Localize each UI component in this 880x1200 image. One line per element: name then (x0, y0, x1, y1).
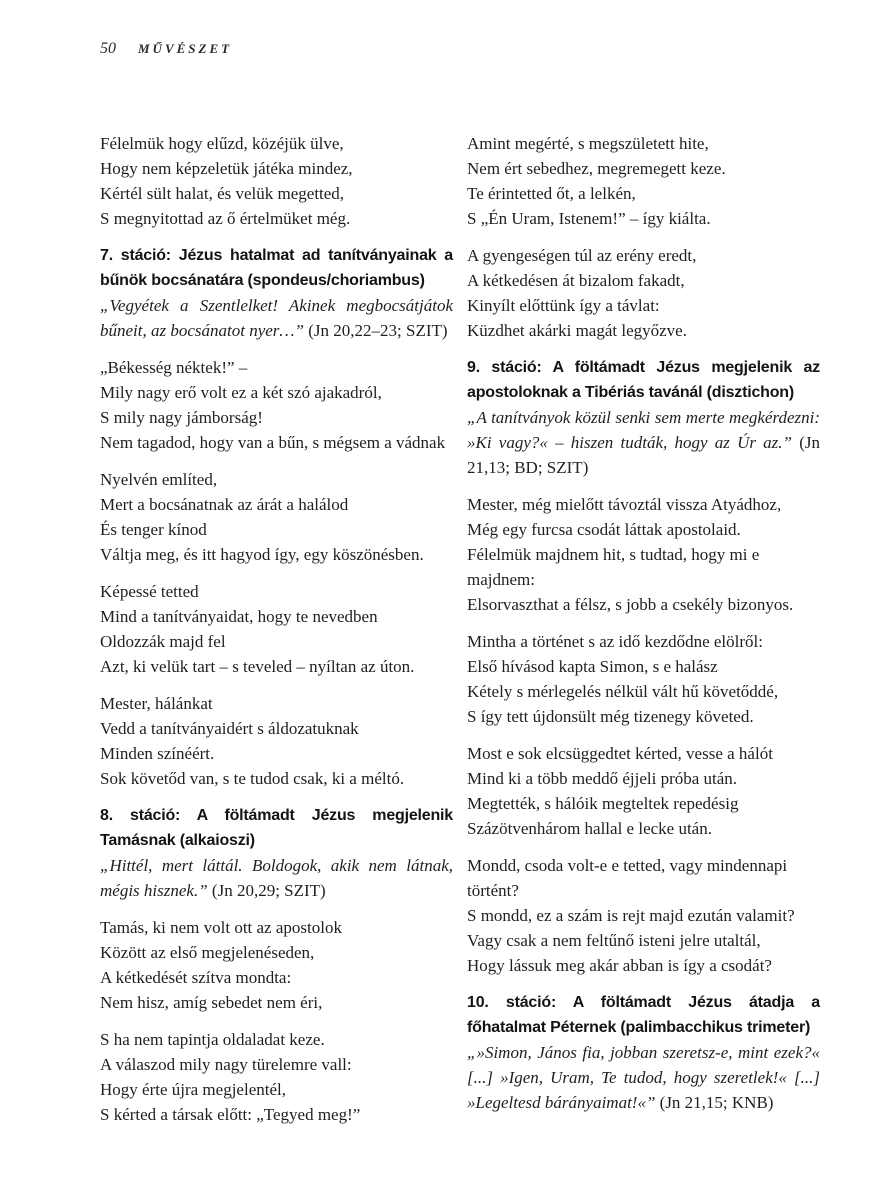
poem-line: Nem tagadod, hogy van a bűn, s mégsem a vádnak (100, 433, 446, 452)
poem-line: Mert a bocsánatnak az árát a halálod (100, 495, 349, 514)
poem-stanza (467, 131, 820, 231)
poem-line: Oldozzák majd fel (100, 632, 226, 651)
poem-stanza (100, 579, 453, 679)
poem-line: Hogy érte újra megjelentél, (100, 1080, 286, 1099)
poem-stanza (467, 741, 820, 841)
scripture-quote (100, 853, 453, 903)
poem-stanza (100, 467, 453, 567)
section-title: MŰVÉSZET (138, 41, 233, 56)
poem-line: Nyelvén említed, (100, 470, 218, 489)
poem-line: Mily nagy erő volt ez a két szó ajakadról, (100, 383, 382, 402)
left-column (100, 131, 453, 1139)
quote-text: „Vegyétek a Szentlelket! Akinek megbocsátjátok bűneit, az bocsánatot nyer…” (100, 296, 453, 340)
quote-text: „Hittél, mert láttál. Boldogok, akik nem látnak, mégis hisznek.” (100, 856, 453, 900)
poem-line: Még egy furcsa csodát láttak apostolaid. (467, 520, 741, 539)
poem-stanza (100, 1027, 453, 1127)
poem-line: Küzdhet akárki magát legyőzve. (467, 321, 687, 340)
scripture-reference: (Jn 20,22–23; SZIT) (308, 321, 448, 340)
poem-line: Kétely s mérlegelés nélkül vált hű követőddé, (467, 682, 779, 701)
poem-line: Képessé tetted (100, 582, 199, 601)
poem-line: Te érintetted őt, a lelkén, (467, 184, 636, 203)
poem-line: Mind ki a több meddő éjjeli próba után. (467, 769, 738, 788)
poem-line: S megnyitottad az ő értelmüket még. (100, 209, 351, 228)
scripture-reference: (Jn 21,15; KNB) (659, 1093, 774, 1112)
poem-stanza (100, 355, 453, 455)
poem-line: Sok követőd van, s te tudod csak, ki a méltó. (100, 769, 405, 788)
poem-stanza (467, 243, 820, 343)
poem-line: Százötvenhárom hallal e lecke után. (467, 819, 712, 838)
quote-text: „»Simon, János fia, jobban szeretsz-e, mint ezek?« [...] »Igen, Uram, Te tudod, hogy szeretlek!« [...] »Legeltesd bárányaimat!«” (467, 1043, 820, 1112)
station-heading: 9. stáció: A föltámadt Jézus megjelenik az apostoloknak a Tibériás tavánál (disztichon) (467, 359, 820, 401)
quote-text: „A tanítványok közül senki sem merte megkérdezni: »Ki vagy?« – hiszen tudták, hogy az Úr az.” (467, 408, 820, 452)
poem-line: Félelmük majdnem hit, s tudtad, hogy mi e majdnem: (467, 545, 760, 589)
poem-line: Most e sok elcsüggedtet kérted, vesse a hálót (467, 744, 773, 763)
poem-line: A válaszod mily nagy türelemre vall: (100, 1055, 352, 1074)
station-heading: 7. stáció: Jézus hatalmat ad tanítványainak a bűnök bocsánatára (spondeus/choriambus) (100, 247, 453, 289)
scripture-quote (467, 405, 820, 480)
poem-line: S így tett újdonsült még tizenegy követed. (467, 707, 754, 726)
scripture-reference: (Jn 21,13; BD; SZIT) (467, 433, 820, 477)
poem-stanza (100, 691, 453, 791)
poem-line: „Békesség néktek!” – (100, 358, 248, 377)
poem-line: Mester, hálánkat (100, 694, 213, 713)
poem-line: Hogy nem képzeletük játéka mindez, (100, 159, 353, 178)
poem-line: Kértél sült halat, és velük megetted, (100, 184, 345, 203)
poem-stanza (100, 915, 453, 1015)
poem-line: S kérted a társak előtt: „Tegyed meg!” (100, 1105, 361, 1124)
poem-stanza (467, 629, 820, 729)
poem-line: Azt, ki velük tart – s teveled – nyíltan az úton. (100, 657, 415, 676)
poem-line: Első hívásod kapta Simon, s e halász (467, 657, 718, 676)
poem-line: Mondd, csoda volt-e e tetted, vagy mindennapi történt? (467, 856, 788, 900)
poem-line: S „Én Uram, Istenem!” – így kiálta. (467, 209, 711, 228)
poem-line: Mind a tanítványaidat, hogy te nevedben (100, 607, 378, 626)
poem-line: Mintha a történet s az idő kezdődne elölről: (467, 632, 763, 651)
scripture-quote (467, 1040, 820, 1115)
poem-line: S ha nem tapintja oldaladat keze. (100, 1030, 325, 1049)
poem-line: S mondd, ez a szám is rejt majd ezután valamit? (467, 906, 795, 925)
poem-line: Mester, még mielőtt távoztál vissza Atyádhoz, (467, 495, 782, 514)
poem-stanza (467, 492, 820, 617)
poem-line: A kétkedésen át bizalom fakadt, (467, 271, 685, 290)
poem-line: Félelmük hogy elűzd, közéjük ülve, (100, 134, 344, 153)
poem-line: Minden színéért. (100, 744, 215, 763)
poem-line: Hogy lássuk meg akár abban is így a csodát? (467, 956, 772, 975)
poem-stanza (467, 853, 820, 978)
poem-line: A kétkedését szítva mondta: (100, 968, 292, 987)
poem-line: Nem ért sebedhez, megremegett keze. (467, 159, 726, 178)
poem-line: Nem hisz, amíg sebedet nem éri, (100, 993, 323, 1012)
station-heading: 8. stáció: A föltámadt Jézus megjelenik Tamásnak (alkaioszi) (100, 807, 453, 849)
page-header (100, 40, 232, 58)
poem-line: A gyengeségen túl az erény eredt, (467, 246, 697, 265)
page-number: 50 (100, 40, 116, 57)
scripture-reference: (Jn 20,29; SZIT) (211, 881, 326, 900)
poem-line: S mily nagy jámborság! (100, 408, 263, 427)
poem-stanza (100, 131, 453, 231)
poem-line: Vagy csak a nem feltűnő isteni jelre utaltál, (467, 931, 761, 950)
poem-line: Elsorvaszthat a félsz, s jobb a csekély bizonyos. (467, 595, 794, 614)
station-heading: 10. stáció: A föltámadt Jézus átadja a főhatalmat Péternek (palimbacchikus trimeter) (467, 994, 820, 1036)
poem-line: Váltja meg, és itt hagyod így, egy köszönésben. (100, 545, 424, 564)
poem-line: Tamás, ki nem volt ott az apostolok (100, 918, 342, 937)
poem-line: És tenger kínod (100, 520, 207, 539)
two-column-text (100, 131, 820, 1139)
poem-line: Vedd a tanítványaidért s áldozatuknak (100, 719, 359, 738)
poem-line: Kinyílt előttünk így a távlat: (467, 296, 660, 315)
poem-line: Amint megérté, s megszületett hite, (467, 134, 709, 153)
scripture-quote (100, 293, 453, 343)
poem-line: Megtették, s hálóik megteltek repedésig (467, 794, 739, 813)
right-column (467, 131, 820, 1139)
poem-line: Között az első megjelenéseden, (100, 943, 315, 962)
